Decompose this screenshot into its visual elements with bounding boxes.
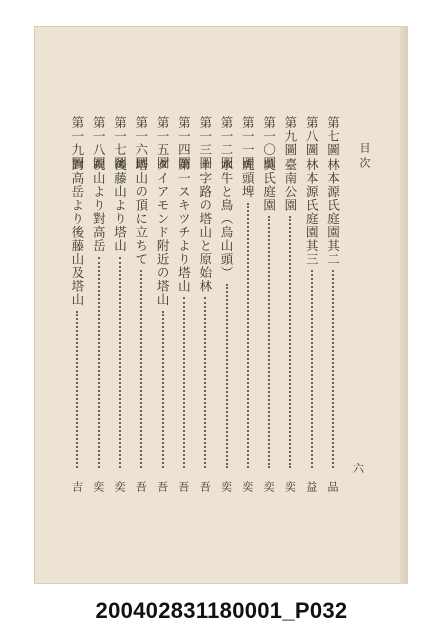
- toc-entry-title: 對高岳より後藤山及塔山: [69, 158, 85, 307]
- toc-entry-page: 吾: [155, 481, 169, 492]
- toc-leader-dots: [98, 257, 100, 469]
- toc-leader-dots: [119, 257, 121, 469]
- toc-leader-dots: [183, 297, 185, 468]
- toc-entry-label: 第一二圖: [219, 116, 234, 170]
- toc-leader-dots: [332, 270, 334, 468]
- toc-leader-dots: [140, 270, 142, 468]
- toc-entry-page: 吾: [198, 481, 212, 492]
- toc-leader-dots: [162, 311, 164, 469]
- running-header: 目次: [358, 142, 371, 172]
- toc-leader-dots: [289, 216, 291, 468]
- toc-entry-label: 第七圖: [325, 116, 341, 157]
- toc-leader-dots: [204, 297, 206, 468]
- toc-leader-dots: [311, 270, 313, 468]
- toc-entry-label: 第九圖: [282, 116, 298, 157]
- toc-entry-title: ダイアモンド附近の塔山: [155, 158, 171, 307]
- toc-entry-page: 品: [326, 481, 339, 492]
- page-edge: [400, 26, 408, 584]
- toc-entry-label: 第一四圖: [176, 116, 192, 170]
- toc-entry-page: 奕: [113, 481, 126, 492]
- toc-entry-label: 第一五圖: [155, 116, 171, 170]
- toc-entry-page: 奕: [91, 481, 105, 492]
- toc-entry-page: 吾: [134, 481, 148, 492]
- toc-entry-label: 第一九圖: [69, 116, 85, 170]
- toc-leader-dots: [268, 216, 270, 468]
- toc-entry-title: 吳氏庭園: [261, 158, 277, 212]
- toc-entry-page: 吉: [70, 481, 84, 492]
- toc-entry-title: 林本源氏庭園其三: [304, 158, 320, 266]
- toc-entry-page: 奕: [262, 481, 276, 492]
- toc-entry-title: 祝山より對高岳: [91, 158, 107, 253]
- toc-entry-page: 奕: [283, 481, 297, 492]
- toc-leader-dots: [247, 203, 249, 469]
- toc-entry-page: 奕: [240, 481, 254, 492]
- toc-entry-title: 第一スキツチより塔山: [176, 158, 192, 293]
- toc-entry-label: 第一七圖: [112, 116, 128, 170]
- toc-entry-label: 第一三圖: [197, 116, 213, 170]
- toc-entry-label: 第一六圖: [133, 116, 149, 170]
- image-id-caption: 200402831180001_P032: [95, 598, 348, 623]
- toc-entry-title: 虎頭埤: [240, 158, 256, 199]
- page-number: 六: [353, 462, 364, 475]
- toc-leader-dots: [76, 311, 78, 469]
- toc-entry-page: 吾: [176, 481, 190, 492]
- toc-entry-title: 十字路の塔山と原始林: [197, 158, 213, 293]
- toc-entry-label: 第一〇圖: [261, 116, 277, 170]
- toc-entry-label: 第八圖: [304, 116, 320, 157]
- toc-entry-label: 第一八圖: [91, 116, 107, 170]
- toc-entry-title: 塔山の頂に立ちて: [133, 158, 149, 266]
- toc-leader-dots: [226, 284, 228, 469]
- toc-entry-title: 林本源氏庭園其二: [325, 158, 341, 266]
- toc-entry-page: 奕: [219, 481, 233, 492]
- toc-entry-page: 益: [304, 481, 318, 492]
- document-page: [34, 26, 408, 584]
- toc-entry-label: 第一一圖: [240, 116, 256, 170]
- toc-entry-title: 臺南公園: [282, 158, 298, 212]
- toc-entry-title: 後藤山より塔山: [112, 158, 128, 253]
- toc-entry-title: 水牛と鳥（烏山頭）: [219, 158, 234, 280]
